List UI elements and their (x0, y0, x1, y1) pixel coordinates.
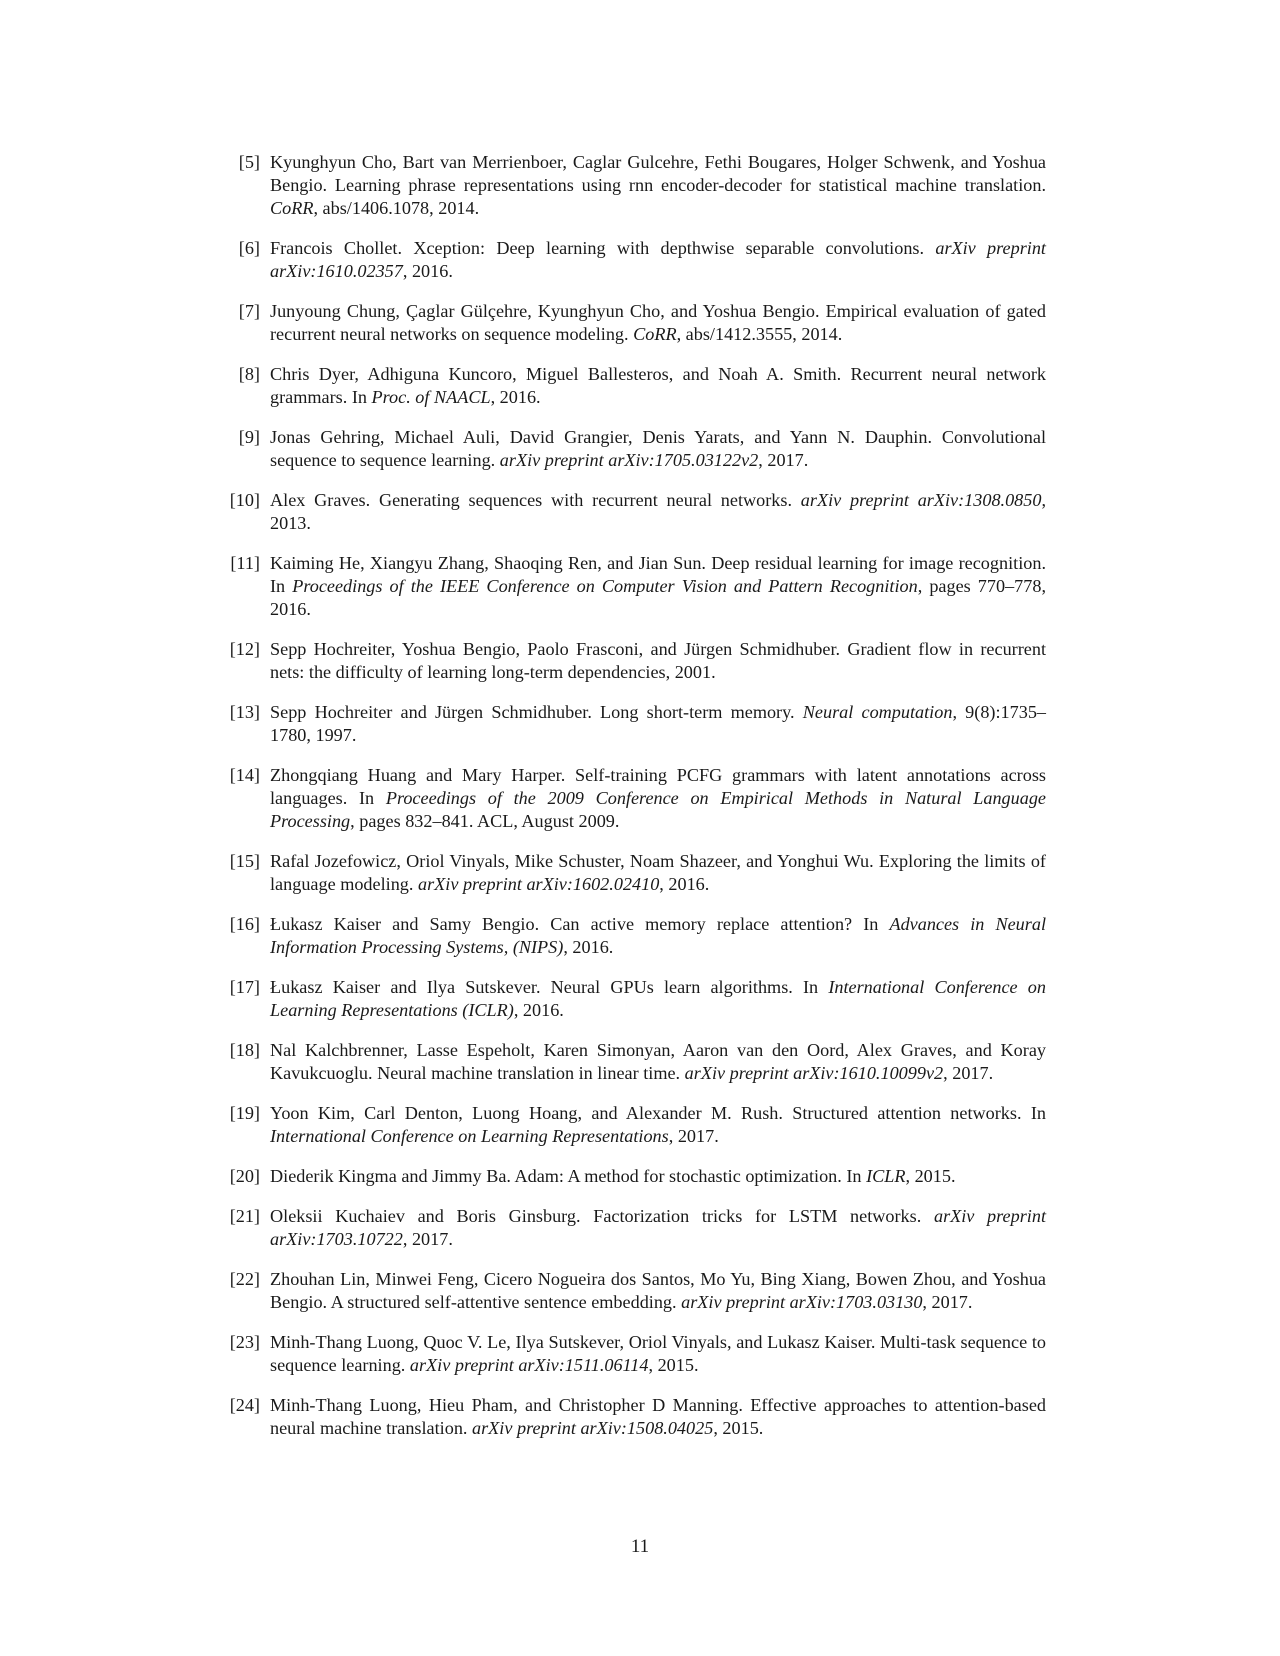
reference-text: Minh-Thang Luong, Hieu Pham, and Christopher D Manning. Effective approaches to attention-based neural machine translation. arXiv preprint arXiv:1508.04025, 2015. (270, 1395, 1046, 1438)
reference-text: Oleksii Kuchaiev and Boris Ginsburg. Factorization tricks for LSTM networks. arXiv preprint arXiv:1703.10722, 2017. (270, 1206, 1047, 1249)
reference-number: [14] (229, 765, 260, 785)
reference-number: [17] (229, 977, 260, 997)
reference-number: [8] (238, 364, 260, 384)
reference-venue: arXiv preprint arXiv:1508.04025 (472, 1418, 714, 1438)
reference-number: [22] (229, 1269, 260, 1289)
reference-venue: arXiv preprint arXiv:1703.03130 (681, 1292, 923, 1312)
reference-venue: arXiv preprint arXiv:1602.02410 (418, 874, 660, 894)
reference-text: Chris Dyer, Adhiguna Kuncoro, Miguel Ballesteros, and Noah A. Smith. Recurrent neural network grammars. In Proc. of NAACL, 2016. (270, 364, 1046, 407)
reference-item (213, 638, 1046, 684)
reference-number: [10] (229, 490, 260, 510)
reference-item (213, 1268, 1046, 1314)
reference-item (213, 300, 1046, 346)
reference-text: Rafal Jozefowicz, Oriol Vinyals, Mike Schuster, Noam Shazeer, and Yonghui Wu. Exploring the limits of language modeling. arXiv preprint arXiv:1602.02410, 2016. (270, 851, 1046, 894)
reference-text: Łukasz Kaiser and Samy Bengio. Can active memory replace attention? In Advances in Neural Information Processing Systems, (NIPS), 2016. (270, 914, 1046, 957)
reference-item (213, 426, 1046, 472)
page-number: 11 (630, 1536, 650, 1557)
reference-venue: Advances in Neural Information Processing Systems, (NIPS) (270, 914, 1046, 957)
reference-venue: arXiv preprint arXiv:1308.0850 (800, 490, 1042, 510)
reference-venue: Proceedings of the 2009 Conference on Empirical Methods in Natural Language Processing (270, 788, 1046, 831)
reference-text: Nal Kalchbrenner, Lasse Espeholt, Karen Simonyan, Aaron van den Oord, Alex Graves, and Koray Kavukcuoglu. Neural machine translation in linear time. arXiv preprint arXiv:1610.10099v2, 2017. (270, 1040, 1046, 1083)
reference-number: [23] (229, 1332, 260, 1352)
reference-venue: ICLR (866, 1166, 906, 1186)
reference-number: [21] (229, 1206, 260, 1226)
reference-venue: CoRR (633, 324, 677, 344)
reference-text: Minh-Thang Luong, Quoc V. Le, Ilya Sutskever, Oriol Vinyals, and Lukasz Kaiser. Multi-task sequence to sequence learning. arXiv preprint arXiv:1511.06114, 2015. (270, 1332, 1046, 1375)
reference-venue: Proceedings of the IEEE Conference on Computer Vision and Pattern Recognition (292, 576, 918, 596)
reference-text: Kyunghyun Cho, Bart van Merrienboer, Caglar Gulcehre, Fethi Bougares, Holger Schwenk, and Yoshua Bengio. Learning phrase representations using rnn encoder-decoder for statistical machine translation. CoRR, abs/1406.1078, 2014. (270, 152, 1046, 218)
reference-number: [19] (229, 1103, 260, 1123)
reference-item (213, 1331, 1046, 1377)
reference-item (213, 1102, 1046, 1148)
reference-item (213, 489, 1046, 535)
reference-item (213, 151, 1046, 220)
reference-item (213, 237, 1046, 283)
reference-number: [20] (229, 1166, 260, 1186)
reference-number: [7] (238, 301, 260, 321)
reference-number: [11] (230, 553, 260, 573)
reference-text: Sepp Hochreiter, Yoshua Bengio, Paolo Frasconi, and Jürgen Schmidhuber. Gradient flow in recurrent nets: the difficulty of learning long-term dependencies, 2001. (270, 639, 1046, 682)
reference-venue: International Conference on Learning Representations (270, 1126, 669, 1146)
reference-text: Diederik Kingma and Jimmy Ba. Adam: A method for stochastic optimization. In ICLR, 2015. (270, 1166, 956, 1186)
reference-number: [18] (229, 1040, 260, 1060)
reference-item (213, 976, 1046, 1022)
reference-item (213, 913, 1046, 959)
reference-item (213, 1205, 1046, 1251)
reference-item (213, 1394, 1046, 1440)
reference-item (213, 764, 1046, 833)
reference-item (213, 701, 1046, 747)
reference-number: [13] (229, 702, 260, 722)
reference-text: Zhouhan Lin, Minwei Feng, Cicero Nogueira dos Santos, Mo Yu, Bing Xiang, Bowen Zhou, and Yoshua Bengio. A structured self-attentive sentence embedding. arXiv preprint arXiv:1703.03130, 2017. (270, 1269, 1046, 1312)
reference-text: Yoon Kim, Carl Denton, Luong Hoang, and Alexander M. Rush. Structured attention networks. In International Conference on Learning Representations, 2017. (270, 1103, 1046, 1146)
reference-venue: Proc. of NAACL (371, 387, 491, 407)
reference-item (213, 1039, 1046, 1085)
reference-venue: arXiv preprint arXiv:1511.06114 (409, 1355, 649, 1375)
reference-number: [9] (238, 427, 260, 447)
reference-venue: Neural computation (802, 702, 953, 722)
reference-item (213, 552, 1046, 621)
reference-venue: arXiv preprint arXiv:1703.10722 (270, 1206, 1047, 1249)
reference-number: [12] (229, 639, 260, 659)
reference-number: [5] (238, 152, 260, 172)
reference-text: Jonas Gehring, Michael Auli, David Grangier, Denis Yarats, and Yann N. Dauphin. Convolutional sequence to sequence learning. arXiv preprint arXiv:1705.03122v2, 2017. (270, 427, 1046, 470)
reference-text: Alex Graves. Generating sequences with recurrent neural networks. arXiv preprint arXiv:1308.0850, 2013. (270, 490, 1047, 533)
reference-item (213, 363, 1046, 409)
reference-text: Kaiming He, Xiangyu Zhang, Shaoqing Ren, and Jian Sun. Deep residual learning for image recognition. In Proceedings of the IEEE Conference on Computer Vision and Pattern Recognition, pages 770–778, 2016. (270, 553, 1046, 619)
reference-number: [24] (229, 1395, 260, 1415)
reference-venue: CoRR (270, 198, 314, 218)
reference-venue: arXiv preprint arXiv:1610.10099v2 (684, 1063, 944, 1083)
reference-number: [6] (238, 238, 260, 258)
reference-text: Sepp Hochreiter and Jürgen Schmidhuber. Long short-term memory. Neural computation, 9(8):1735–1780, 1997. (270, 702, 1047, 745)
reference-venue: arXiv preprint arXiv:1610.02357 (270, 238, 1046, 281)
reference-item (213, 1165, 1046, 1188)
reference-number: [15] (229, 851, 260, 871)
reference-number: [16] (229, 914, 260, 934)
reference-text: Francois Chollet. Xception: Deep learning with depthwise separable convolutions. arXiv preprint arXiv:1610.02357, 2016. (270, 238, 1046, 281)
reference-item (213, 850, 1046, 896)
reference-venue: arXiv preprint arXiv:1705.03122v2 (499, 450, 759, 470)
reference-venue: International Conference on Learning Representations (ICLR) (270, 977, 1046, 1020)
reference-text: Junyoung Chung, Çaglar Gülçehre, Kyunghyun Cho, and Yoshua Bengio. Empirical evaluation of gated recurrent neural networks on sequence modeling. CoRR, abs/1412.3555, 2014. (270, 301, 1046, 344)
reference-text: Zhongqiang Huang and Mary Harper. Self-training PCFG grammars with latent annotations across languages. In Proceedings of the 2009 Conference on Empirical Methods in Natural Language Processing, pages 832–841. ACL, August 2009. (270, 765, 1046, 831)
reference-list (213, 151, 1046, 1457)
reference-text: Łukasz Kaiser and Ilya Sutskever. Neural GPUs learn algorithms. In International Conference on Learning Representations (ICLR), 2016. (270, 977, 1046, 1020)
